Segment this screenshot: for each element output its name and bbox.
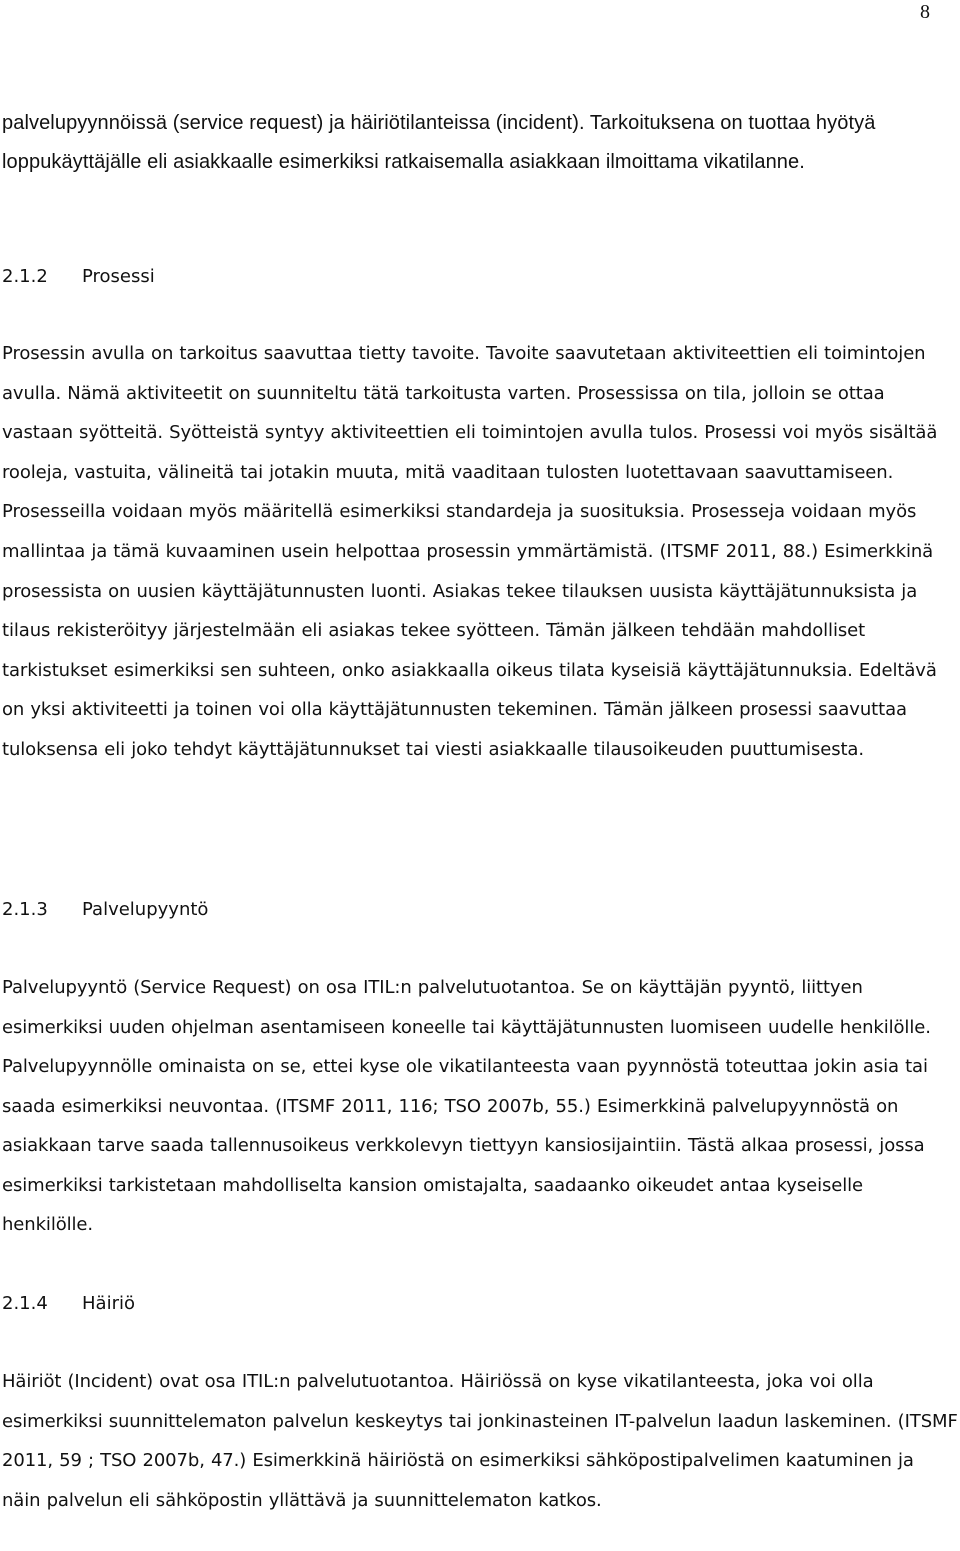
section-paragraph-prosessi: Prosessin avulla on tarkoitus saavuttaa tietty tavoite. Tavoite saavutetaan aktiviteettien eli toimintojen avulla. Nämä aktiviteetit on suunniteltu tätä tarkoitusta varten. Prosessissa on tila, jolloin se ottaa vastaan syötteitä. Syötteistä syntyy aktiviteettien eli toimintojen avulla tulos. Prosessi voi myös sisältää rooleja, vastuita, välineitä tai jotakin muuta, mitä vaaditaan tulosten luotettavaan saavuttamiseen. Prosesseilla voidaan myös määritellä esimerkiksi standardeja ja suosituksia. Prosesseja voidaan myös mallintaa ja tämä kuvaaminen usein helpottaa prosessin ymmärtämistä. (ITSMF 2011, 88.) Esimerkkinä prosessista on uusien käyttäjätunnusten luonti. Asiakas tekee tilauksen uusista käyttäjätunnuksista ja tilaus rekisteröityy järjestelmään eli asiakas tekee syötteen. Tämän jälkeen tehdään mahdolliset tarkistukset esimerkiksi sen suhteen, onko asiakkaalla oikeus tilata kyseisiä käyttäjätunnuksia. Edeltävä on yksi aktiviteetti ja toinen voi olla käyttäjätunnusten tekeminen. Tämän jälkeen prosessi saavuttaa tuloksensa eli joko tehdyt käyttäjätunnukset tai viesti asiakkaalle tilausoikeuden puuttumisesta. bbox=[2, 343, 938, 760]
page-number: 8 bbox=[920, 1, 930, 23]
section-number: 2.1.3 bbox=[2, 899, 48, 920]
section-number: 2.1.2 bbox=[2, 266, 48, 287]
section-paragraph-palvelupyynto: Palvelupyyntö (Service Request) on osa ITIL:n palvelutuotantoa. Se on käyttäjän pyyntö, liittyen esimerkiksi uuden ohjelman asentamiseen koneelle tai käyttäjätunnusten luomiseen uudelle henkilölle. Palvelupyynnölle ominaista on se, ettei kyse ole vikatilanteesta vaan pyynnöstä toteuttaa jokin asia tai saada esimerkiksi neuvontaa. (ITSMF 2011, 116; TSO 2007b, 55.) Esimerkkinä palvelupyynnöstä on asiakkaan tarve saada tallennusoikeus verkkolevyn tiettyyn kansiosijaintiin. Tästä alkaa prosessi, jossa esimerkiksi tarkistetaan mahdolliselta kansion omistajalta, saadaanko oikeudet antaa kyseiselle henkilölle. bbox=[2, 977, 931, 1235]
section-title: Palvelupyyntö bbox=[82, 899, 209, 920]
section-paragraph-hairio: Häiriöt (Incident) ovat osa ITIL:n palvelutuotantoa. Häiriössä on kyse vikatilanteesta, joka voi olla esimerkiksi suunnittelematon palvelun keskeytys tai jonkinasteinen IT-palvelun laadun laskeminen. (ITSMF 2011, 59 ; TSO 2007b, 47.) Esimerkkinä häiriöstä on esimerkiksi sähköpostipalvelimen kaatuminen ja näin palvelun eli sähköpostin yllättävä ja suunnittelematon katkos. bbox=[2, 1371, 958, 1511]
section-heading-palvelupyynto bbox=[2, 890, 208, 930]
section-title: Häiriö bbox=[82, 1293, 135, 1314]
section-number: 2.1.4 bbox=[2, 1293, 48, 1314]
section-title: Prosessi bbox=[82, 266, 155, 287]
intro-paragraph: palvelupyynnöissä (service request) ja häiriötilanteissa (incident). Tarkoituksena on tuottaa hyötyä loppukäyttäjälle eli asiakkaalle esimerkiksi ratkaisemalla asiakkaan ilmoittama vikatilanne. bbox=[2, 112, 876, 173]
section-heading-prosessi bbox=[2, 257, 155, 297]
section-heading-hairio bbox=[2, 1284, 135, 1324]
